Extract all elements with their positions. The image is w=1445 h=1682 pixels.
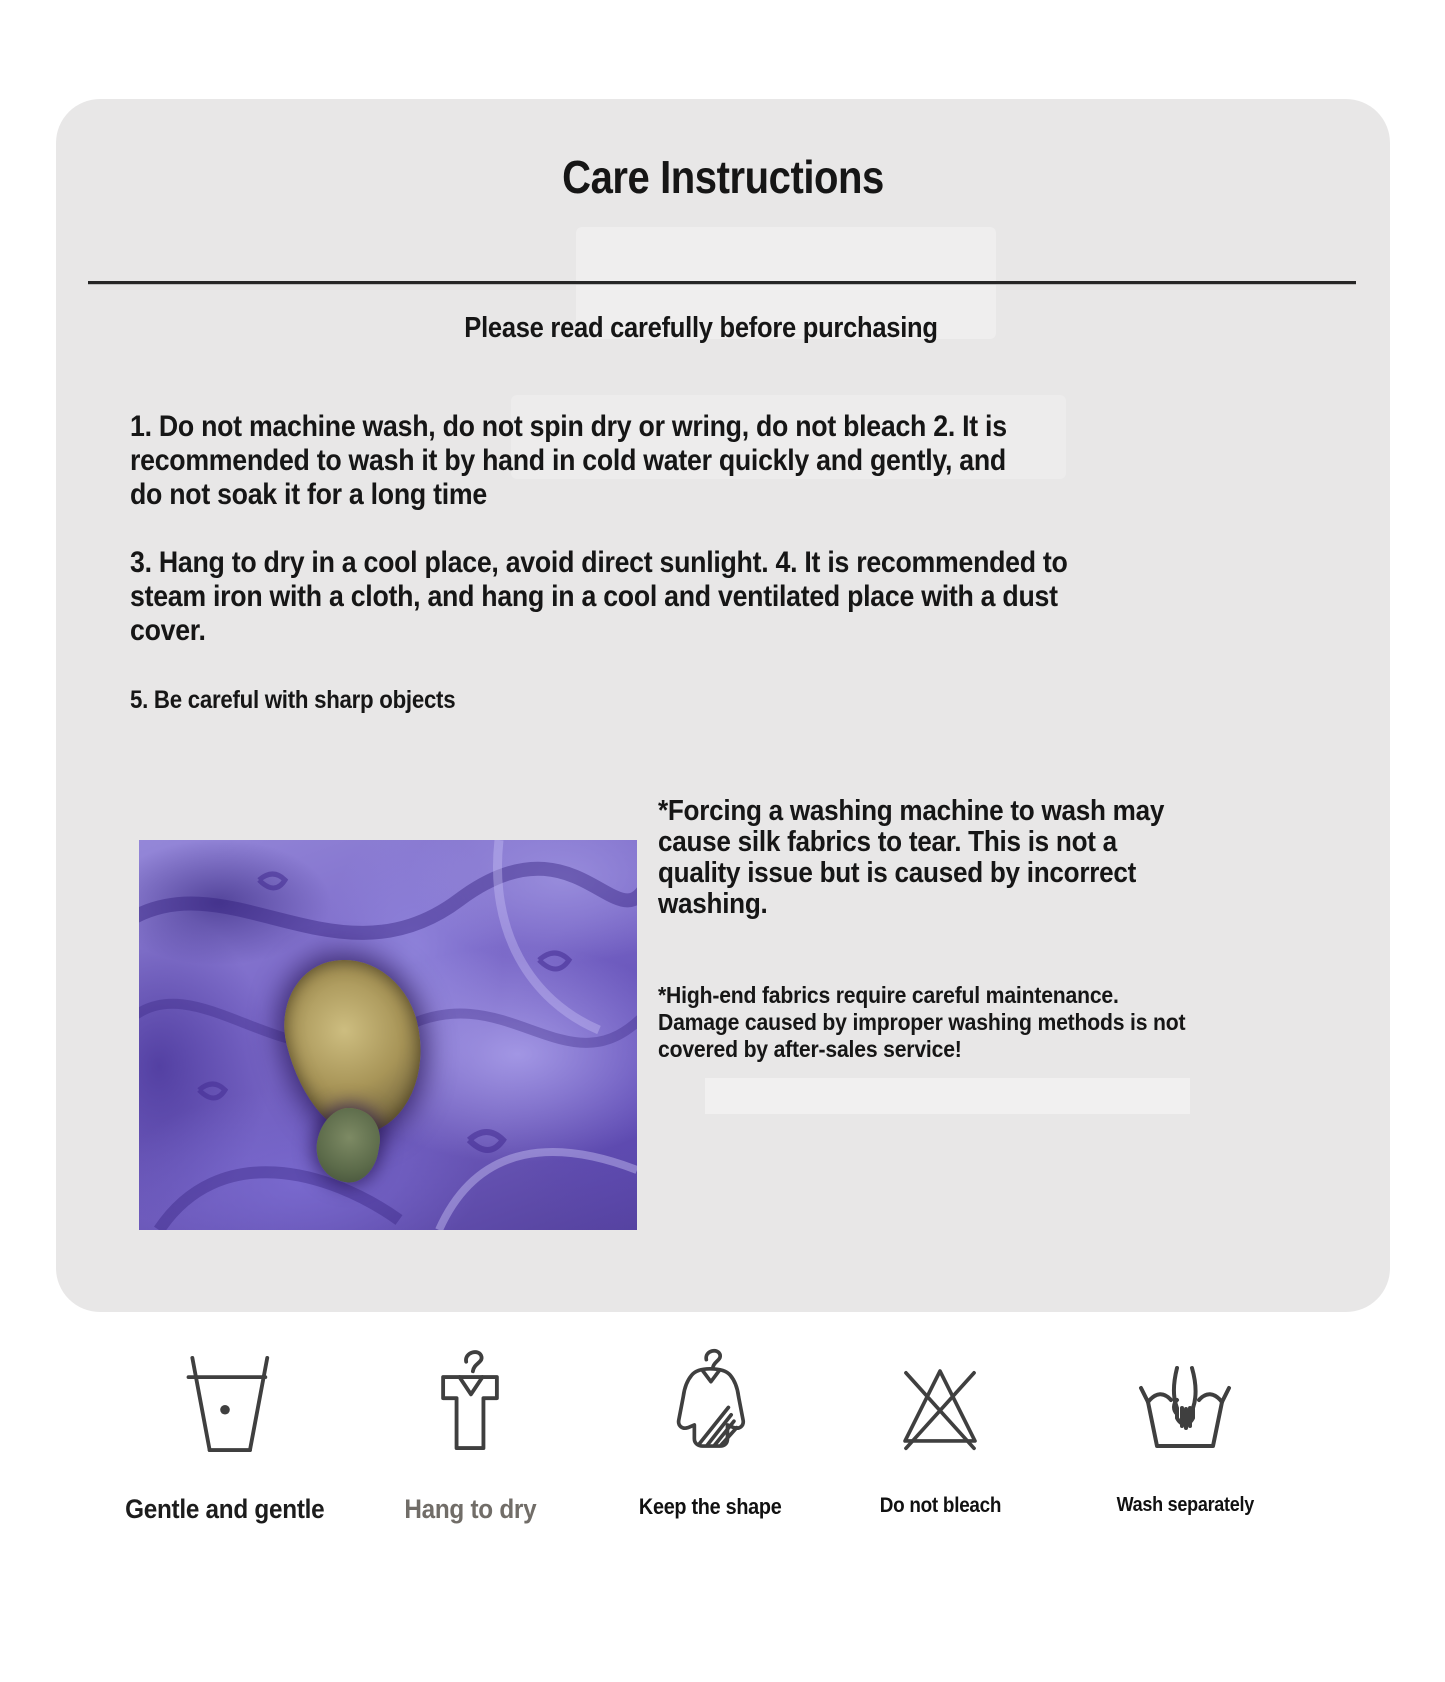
care-paragraph-2: [130, 546, 1068, 648]
care-item-do-not-bleach: [810, 1338, 1070, 1518]
warning-line: cause silk fabrics to tear. This is not a: [658, 826, 1117, 858]
care-paragraph-1: [130, 410, 1007, 512]
care-label: Wash separately: [1116, 1494, 1254, 1516]
machine-wash-warning-text: [658, 796, 1164, 920]
title-divider-line: [88, 281, 1356, 285]
hang-dry-icon: [422, 1338, 518, 1460]
warning-line: washing.: [658, 888, 768, 920]
disclaimer-line: covered by after-sales service!: [658, 1036, 962, 1062]
page-title: Care Instructions: [562, 151, 884, 203]
subtitle: Please read carefully before purchasing: [464, 312, 938, 344]
care-label: Do not bleach: [879, 1494, 1001, 1517]
paragraph-line: 1. Do not machine wash, do not spin dry or wring, do not bleach 2. It is: [130, 410, 1007, 443]
paragraph-line: steam iron with a cloth, and hang in a cool and ventilated place with a dust: [130, 580, 1058, 613]
paragraph-line: cover.: [130, 614, 206, 647]
care-label: Gentle and gentle: [125, 1494, 325, 1524]
disclaimer-line: *High-end fabrics require careful maintenance.: [658, 982, 1119, 1008]
faint-highlight-strip: [705, 1078, 1190, 1114]
paragraph-line: do not soak it for a long time: [130, 478, 487, 511]
care-item-hang-dry: [340, 1338, 600, 1525]
care-paragraph-3: [130, 686, 455, 714]
do-not-bleach-icon: [894, 1338, 986, 1460]
care-item-gentle-wash: [95, 1338, 355, 1525]
care-item-wash-separately: [1055, 1338, 1315, 1517]
torn-silk-fabric-image: [139, 840, 637, 1230]
warning-line: *Forcing a washing machine to wash may: [658, 795, 1165, 827]
after-sales-disclaimer-text: [658, 982, 1185, 1063]
keep-shape-icon: [664, 1338, 756, 1460]
paragraph-line: recommended to wash it by hand in cold water quickly and gently, and: [130, 444, 1006, 477]
disclaimer-line: Damage caused by improper washing methods is not: [658, 1009, 1186, 1035]
care-label: Hang to dry: [403, 1494, 537, 1524]
wash-separately-icon: [1135, 1338, 1235, 1460]
gentle-wash-icon: [177, 1338, 273, 1460]
care-label: Keep the shape: [638, 1494, 782, 1519]
paragraph-line: 3. Hang to dry in a cool place, avoid direct sunlight. 4. It is recommended to: [130, 546, 1068, 579]
warning-line: quality issue but is caused by incorrect: [658, 857, 1137, 889]
paragraph-line: 5. Be careful with sharp objects: [130, 686, 456, 714]
care-item-keep-shape: [580, 1338, 840, 1520]
